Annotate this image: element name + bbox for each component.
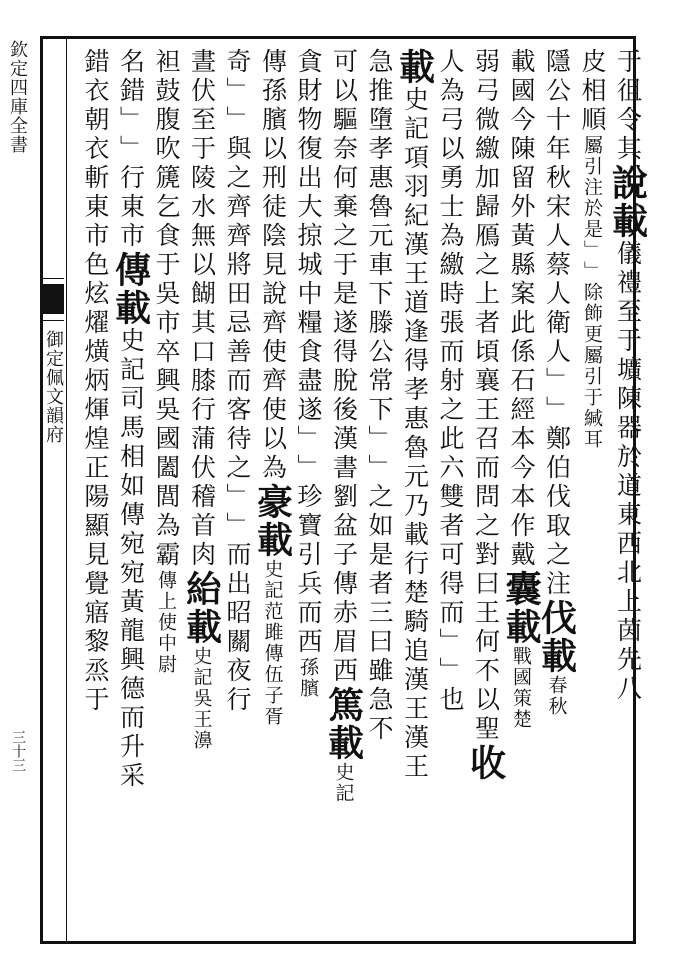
column-text: 錯衣朝衣斬東市	[81, 48, 110, 251]
column-text: 史記吳王濞	[190, 646, 213, 751]
headword: 載	[393, 48, 436, 86]
column-text: 戰國策楚	[510, 646, 532, 730]
text-column	[78, 48, 114, 928]
headword: 伐載	[535, 599, 578, 675]
text-column	[251, 48, 294, 928]
column-text: 袒鼓腹吹篪乞食于吳市卒興吳國闔閭為霸	[152, 48, 181, 570]
page-number: 三十三	[10, 730, 26, 772]
column-text: 于徂令其	[613, 48, 643, 164]
text-column	[433, 48, 469, 928]
column-text: 史記司馬相如傳宛宛黃龍興德而升采	[116, 327, 146, 791]
text-column	[220, 48, 256, 928]
column-text: 急推墮孝惠魯元車下滕公常下﹂﹂之如是者三曰雖急不	[365, 48, 394, 744]
column-text: 屬引注於是﹂﹂除飾更屬引于緘耳	[581, 135, 603, 450]
fishtail-rule	[66, 36, 67, 944]
column-text: 皮相順	[578, 48, 607, 135]
column-text: 弱弓微繳加歸鴈之上者頃襄王召而問之對曰王何不以聖	[471, 48, 501, 744]
column-text: 春秋	[545, 675, 568, 717]
running-title: 御定佩文韻府	[43, 330, 64, 444]
text-column	[606, 48, 649, 928]
text-column	[535, 48, 578, 928]
text-column	[362, 48, 398, 928]
headword: 囊載	[500, 570, 542, 646]
headword: 豪載	[251, 483, 294, 559]
headword: 收	[464, 744, 507, 782]
column-text: 晝伏至于陵水無以餬其口膝行蒲伏稽首肉	[187, 48, 217, 570]
fishtail-line-top	[42, 278, 64, 279]
text-column	[322, 48, 365, 928]
column-text: 載國今陳留外黃縣案此係石經本今本作戴	[507, 48, 536, 570]
fishtail-line-bottom	[42, 320, 64, 321]
text-column	[500, 48, 542, 928]
headword: 篤載	[322, 686, 365, 762]
headword: 說載	[606, 164, 649, 240]
text-column	[464, 48, 507, 928]
column-text: 儀禮至于壙陳器於道東西北上茵先八	[613, 240, 643, 704]
headword: 紿載	[180, 570, 223, 646]
column-text: 名錯﹂﹂行東市	[116, 48, 146, 251]
column-text: 史記項羽紀漢王道逢得孝惠魯元乃載行楚騎追漢王漢王	[400, 86, 430, 782]
column-text: 史記	[332, 762, 355, 804]
column-text: 史記范雎傳伍子胥	[261, 559, 284, 727]
column-text: 貪財物復出大掠城中糧食盡遂﹂﹂珍寶引兵而西	[294, 48, 323, 657]
headword: 傳載	[109, 251, 152, 327]
column-text: 色炫燿熿炳煇煌正陽顯見覺寤黎烝于	[81, 251, 110, 715]
text-column	[109, 48, 152, 928]
book-title: 欽定四庫全書	[7, 40, 28, 154]
text-column	[149, 48, 185, 928]
text-column	[575, 48, 611, 928]
column-text: 人為弓以勇士為繳時張而射之此六雙者可得而﹂﹂也	[436, 48, 465, 715]
text-column	[393, 48, 436, 928]
column-text: 傳孫臏以刑徒陰見說齊使齊使以為	[258, 48, 288, 483]
column-text: 奇﹂﹂與之齊齊將田忌善而客待之﹂﹂而出昭關夜行	[223, 48, 252, 715]
text-column	[291, 48, 327, 928]
column-text: 隱公十年秋宋人蔡人衛人﹂﹂鄭伯伐取之注	[542, 48, 572, 599]
column-text: 可以驅奈何棄之于是遂得脫後漢書劉盆子傳赤眉西	[329, 48, 359, 686]
fishtail-block	[42, 284, 64, 314]
column-text: 孫臏	[297, 657, 319, 699]
text-column	[180, 48, 223, 928]
column-text: 傳上使中尉	[155, 570, 177, 675]
